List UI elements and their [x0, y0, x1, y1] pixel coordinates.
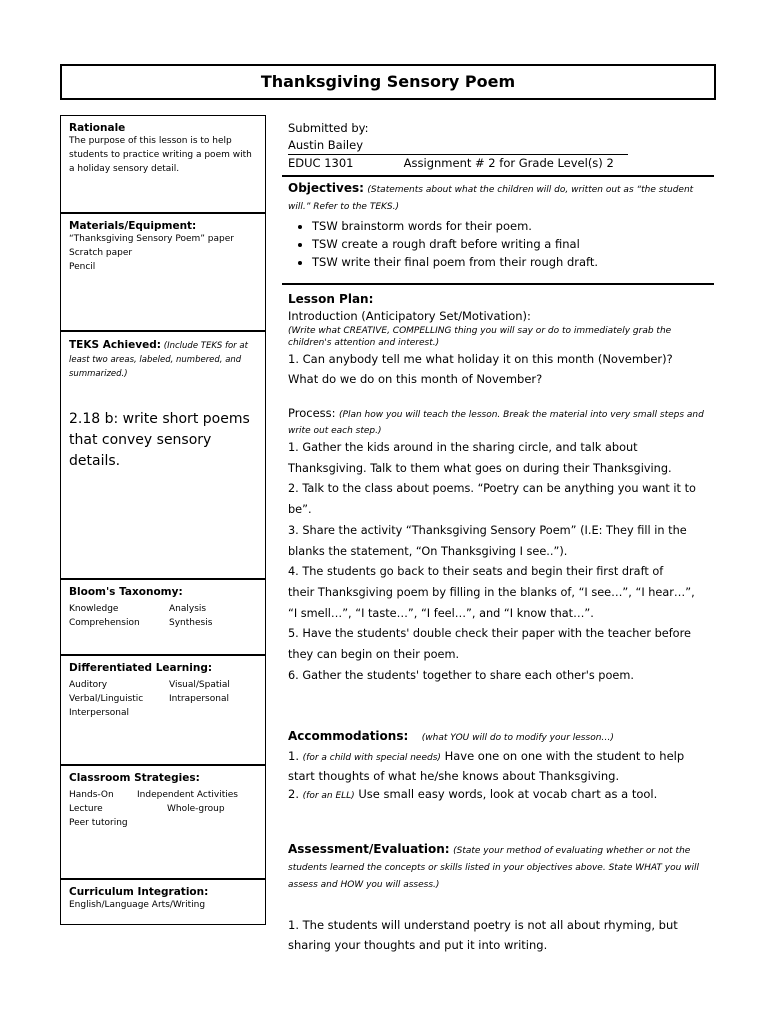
materials-box: [60, 213, 266, 331]
process-line: 6. Gather the students' together to share each other's poem.: [288, 668, 634, 682]
strategies-item: Lecture: [69, 804, 103, 814]
materials-item: Scratch paper: [69, 248, 133, 258]
process-line: they can begin on their poem.: [288, 648, 460, 662]
teks-heading: TEKS Achieved:: [69, 339, 161, 351]
process-line: “I smell…”, “I taste…”, “I feel…”, and “I know that…”.: [288, 606, 594, 620]
materials-item: Pencil: [69, 262, 96, 272]
curriculum-text: English/Language Arts/Writing: [69, 900, 206, 910]
page-title: Thanksgiving Sensory Poem: [260, 72, 516, 91]
accommodation-number: 2.: [288, 787, 299, 801]
accommodation-text: Use small easy words, look at vocab chart as a tool.: [358, 787, 658, 801]
strategies-box: [60, 765, 266, 879]
blooms-heading: Bloom's Taxonomy:: [69, 586, 183, 598]
intro-label: Introduction (Anticipatory Set/Motivation):: [288, 309, 531, 323]
objective-item: • TSW create a rough draft before writing a final: [312, 235, 712, 253]
blooms-item: Knowledge: [69, 604, 119, 614]
accommodation-text: start thoughts of what he/she knows about Thanksgiving.: [288, 769, 620, 783]
differentiated-box: [60, 655, 266, 765]
divider: [282, 283, 714, 285]
accommodation-note: (for an ELL): [302, 791, 355, 801]
blooms-item: Synthesis: [169, 618, 213, 628]
lesson-heading: Lesson Plan:: [288, 292, 374, 306]
materials-heading: Materials/Equipment:: [69, 220, 197, 232]
assessment-section: [288, 842, 712, 955]
process-line: Thanksgiving. Talk to them what goes on during their Thanksgiving.: [288, 461, 672, 475]
lesson-plan-section: [288, 290, 712, 686]
accommodation-text: Have one on one with the student to help: [444, 749, 685, 763]
differentiated-item: Auditory: [69, 680, 108, 690]
differentiated-item: Intrapersonal: [169, 694, 229, 704]
teks-content: 2.18 b: write short poems that convey sensory details.: [69, 411, 250, 469]
curriculum-heading: Curriculum Integration:: [69, 886, 209, 898]
accommodation-number: 1.: [288, 749, 299, 763]
divider: [282, 175, 714, 177]
assessment-line: sharing your thoughts and put it into writing.: [288, 938, 548, 952]
intro-line: 1. Can anybody tell me what holiday it on this month (November)?: [288, 352, 673, 366]
teks-note: (Include TEKS for at least two areas, labeled, numbered, and summarized.): [69, 341, 248, 379]
accommodations-section: [288, 727, 712, 805]
process-line: blanks the statement, “On Thanksgiving I see..”).: [288, 544, 568, 558]
rationale-box: [60, 115, 266, 213]
objectives-section: [288, 180, 712, 271]
differentiated-item: Interpersonal: [69, 708, 129, 718]
submission-header: [288, 120, 712, 172]
intro-line: What do we do on this month of November?: [288, 372, 543, 386]
teks-box: [60, 331, 266, 579]
materials-item: “Thanksgiving Sensory Poem” paper: [69, 234, 234, 244]
process-line: 5. Have the students' double check their paper with the teacher before: [288, 627, 691, 641]
submitted-name: Austin Bailey: [288, 137, 628, 155]
rationale-text: The purpose of this lesson is to help students to practice writing a poem with a holiday sensory detail.: [69, 136, 252, 174]
submitted-label: Submitted by:: [288, 121, 369, 135]
process-line: 2. Talk to the class about poems. “Poetry can be anything you want it to: [288, 482, 696, 496]
blooms-box: [60, 579, 266, 655]
blooms-item: Analysis: [169, 604, 207, 614]
strategies-item: Independent Activities: [137, 790, 238, 800]
accommodations-heading: Accommodations:: [288, 729, 409, 743]
strategies-item: Hands-On: [69, 790, 114, 800]
process-line: their Thanksgiving poem by filling in the blanks of, “I see…”, “I hear…”,: [288, 585, 695, 599]
intro-note: (Write what CREATIVE, COMPELLING thing you will say or do to immediately grab the children's attention and interest.): [288, 326, 672, 348]
rationale-heading: Rationale: [69, 122, 126, 134]
course-code: EDUC 1301: [288, 156, 354, 170]
accommodations-note: (what YOU will do to modify your lesson…): [421, 733, 614, 743]
assignment-text: Assignment # 2 for Grade Level(s) 2: [403, 156, 614, 170]
accommodation-note: (for a child with special needs): [302, 753, 441, 763]
process-label: Process:: [288, 406, 336, 420]
process-line: 1. Gather the kids around in the sharing circle, and talk about: [288, 441, 638, 454]
process-note: (Plan how you will teach the lesson. Break the material into very small steps and write out each step.): [288, 410, 704, 436]
assessment-heading: Assessment/Evaluation:: [288, 842, 450, 856]
objective-item: • TSW brainstorm words for their poem.: [312, 217, 712, 235]
process-list: [288, 438, 712, 686]
assessment-line: 1. The students will understand poetry is not all about rhyming, but: [288, 918, 678, 932]
differentiated-item: Verbal/Linguistic: [69, 694, 144, 704]
differentiated-item: Visual/Spatial: [169, 680, 230, 690]
process-line: be”.: [288, 503, 312, 517]
objectives-note: (Statements about what the children will do, written out as “the student will.” Refer to the TEKS.): [288, 185, 694, 212]
strategies-item: Whole-group: [167, 804, 225, 814]
differentiated-heading: Differentiated Learning:: [69, 662, 213, 674]
process-line: 3. Share the activity “Thanksgiving Sensory Poem” (I.E: They fill in the: [288, 523, 687, 537]
assessment-note: (State your method of evaluating whether or not the students learned the concepts or skills listed in your objectives above. State WHAT you will assess and HOW you will assess.): [288, 846, 700, 890]
title-box: [60, 64, 716, 100]
objective-item: • TSW write their final poem from their rough draft.: [312, 253, 712, 271]
curriculum-box: [60, 879, 266, 925]
objectives-heading: Objectives:: [288, 181, 364, 195]
blooms-item: Comprehension: [69, 618, 140, 628]
strategies-item: Peer tutoring: [69, 818, 128, 828]
strategies-heading: Classroom Strategies:: [69, 772, 200, 784]
process-line: 4. The students go back to their seats and begin their first draft of: [288, 565, 664, 579]
